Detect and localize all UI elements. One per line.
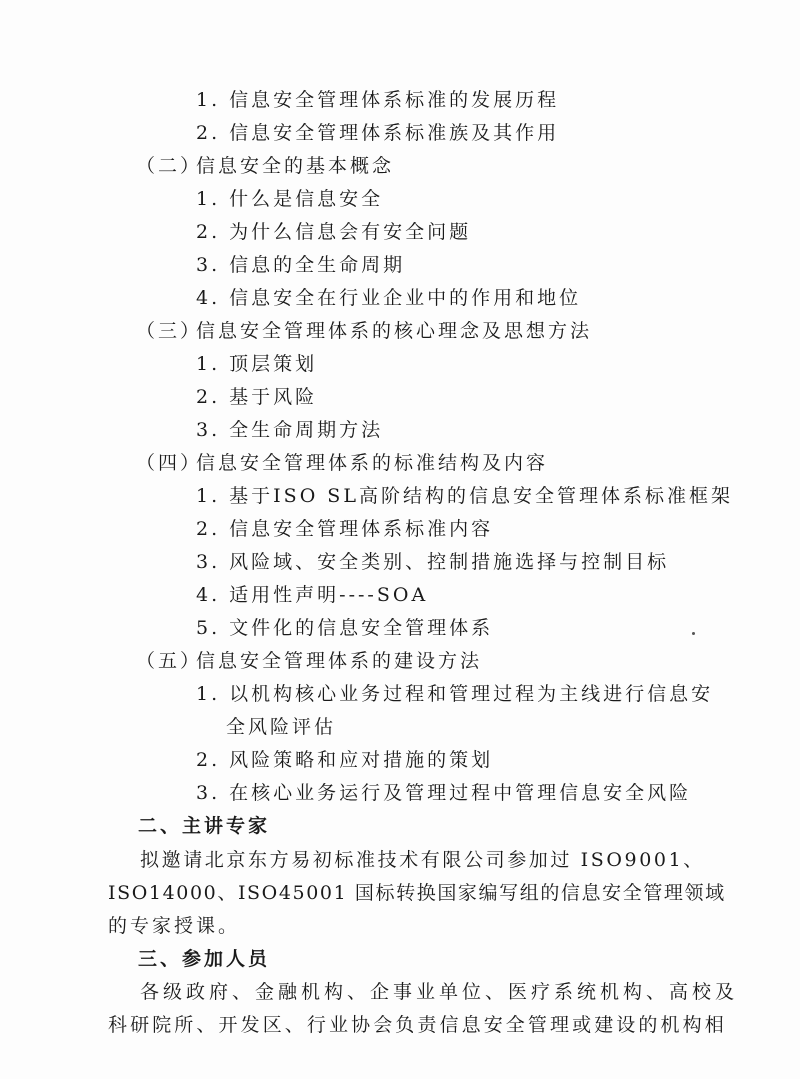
list-item-continuation: 全风险评估 xyxy=(226,716,337,738)
list-item: 2. 基于风险 xyxy=(196,386,318,408)
paragraph-line: 的专家授课。 xyxy=(108,915,241,937)
subsection-marker: （四） xyxy=(136,452,203,474)
list-item: 1. 信息安全管理体系标准的发展历程 xyxy=(196,89,560,111)
list-item: 1. 什么是信息安全 xyxy=(196,188,384,210)
subsection-marker: （五） xyxy=(136,650,203,672)
list-item: 2. 为什么信息会有安全问题 xyxy=(196,221,472,243)
subsection-marker: （二） xyxy=(136,155,203,177)
subsection-title: 信息安全的基本概念 xyxy=(196,155,395,177)
paragraph-line: 拟邀请北京东方易初标准技术有限公司参加过 ISO9001、 xyxy=(140,849,705,871)
subsection-title: 信息安全管理体系的建设方法 xyxy=(196,650,483,672)
list-item: 1. 以机构核心业务过程和管理过程为主线进行信息安 xyxy=(196,683,714,705)
list-item: 2. 风险策略和应对措施的策划 xyxy=(196,749,494,771)
subsection-marker: （三） xyxy=(136,320,203,342)
list-item: 1. 顶层策划 xyxy=(196,353,318,375)
list-item: 1. 基于ISO SL高阶结构的信息安全管理体系标准框架 xyxy=(196,485,733,507)
subsection-title: 信息安全管理体系的标准结构及内容 xyxy=(196,452,549,474)
list-item: 3. 信息的全生命周期 xyxy=(196,254,406,276)
list-item: 4. 适用性声明----SOA xyxy=(196,584,429,606)
list-item: 4. 信息安全在行业企业中的作用和地位 xyxy=(196,287,582,309)
paragraph-line: ISO14000、ISO45001 国标转换国家编写组的信息安全管理领域 xyxy=(108,882,726,904)
list-item: 2. 信息安全管理体系标准内容 xyxy=(196,518,494,540)
paragraph-line: 科研院所、开发区、行业协会负责信息安全管理或建设的机构相 xyxy=(108,1014,727,1036)
paragraph-line: 各级政府、金融机构、企事业单位、医疗系统机构、高校及 xyxy=(140,981,739,1003)
subsection-title: 信息安全管理体系的核心理念及思想方法 xyxy=(196,320,593,342)
list-item: 2. 信息安全管理体系标准族及其作用 xyxy=(196,122,560,144)
list-item: 3. 风险域、安全类别、控制措施选择与控制目标 xyxy=(196,551,670,573)
list-item: 3. 全生命周期方法 xyxy=(196,419,384,441)
list-item: 3. 在核心业务运行及管理过程中管理信息安全风险 xyxy=(196,782,692,804)
section-heading: 二、主讲专家 xyxy=(138,815,271,837)
section-heading: 三、参加人员 xyxy=(138,948,271,970)
scan-speck xyxy=(692,632,695,635)
list-item: 5. 文件化的信息安全管理体系 xyxy=(196,617,494,639)
